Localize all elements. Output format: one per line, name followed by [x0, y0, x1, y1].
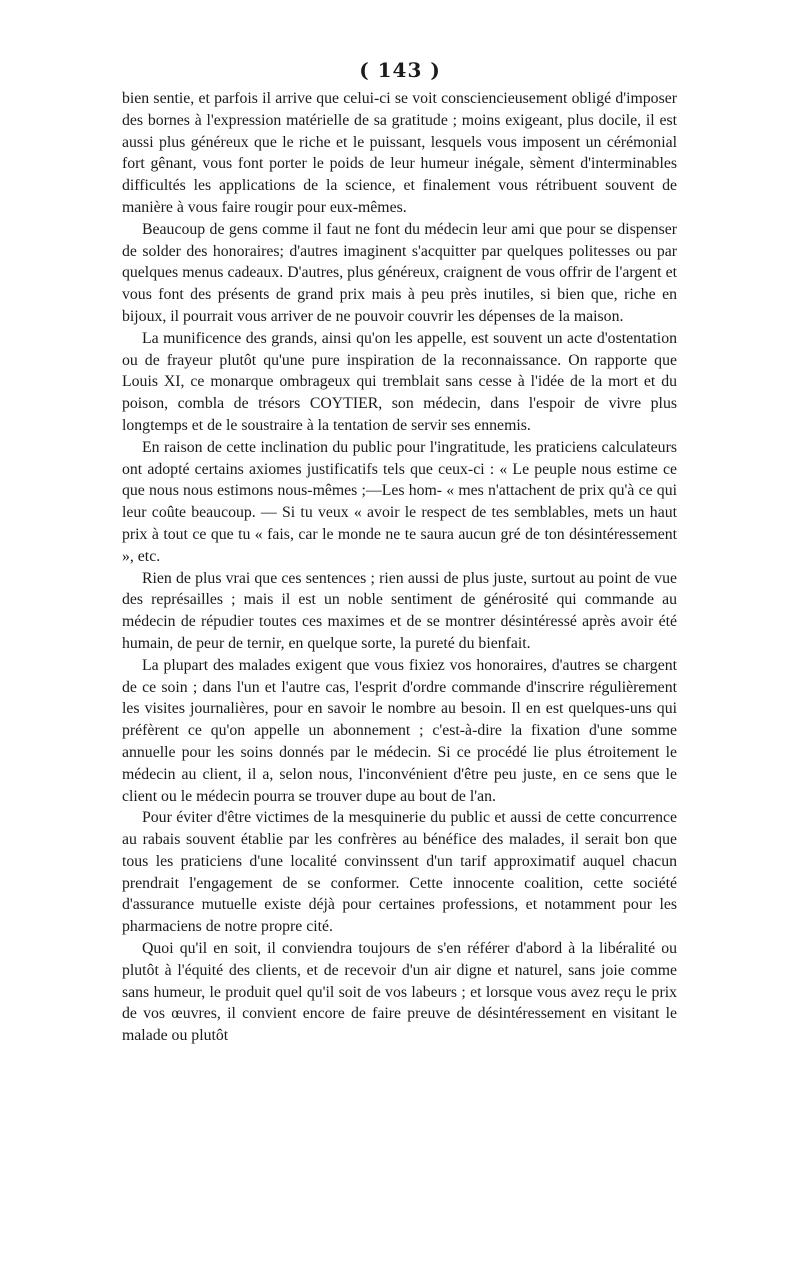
paragraph-generosity: Rien de plus vrai que ces sentences ; rien aussi de plus juste, surtout au point de vue des représailles ; mais il est un noble sentiment de générosité qui commande au médecin de répudier toutes ces maximes et de se montrer désintéressé après avoir été humain, de peur de ternir, en quelque sorte, la pureté du bienfait. [122, 569, 677, 652]
paragraph-axioms: En raison de cette inclination du public pour l'ingratitude, les praticiens calculateurs ont adopté certains axiomes justificatifs tels que ceux-ci : « Le peuple nous estime ce que nous nous estimons nous-mêmes ;—Les hom- « mes n'attachent de prix qu'à ce qui leur coûte beaucoup. — Si tu veux « avoir le respect de tes semblables, mets un haut prix à tout ce que tu « fais, car le monde ne te saura aucun gré de ton désintéressement », etc. [122, 438, 677, 565]
paragraph-gifts: Beaucoup de gens comme il faut ne font du médecin leur ami que pour se dispenser de solder des honoraires; d'autres imaginent s'acquitter par quelques politesses ou par quelques menus cadeaux. D'autres, plus généreux, craignent de vous offrir de l'argent et vous font des présents de grand prix mais à peu près inutiles, si bien que, riche en bijoux, il pourrait vous arriver de ne pouvoir couvrir les dépenses de la maison. [122, 220, 677, 325]
paragraph-fees: La plupart des malades exigent que vous fixiez vos honoraires, d'autres se chargent de ce soin ; dans l'un et l'autre cas, l'esprit d'ordre commande d'inscrire régulièrement les visites journalières, pour en savoir le nombre au besoin. Il en est quelques-uns qui préfèrent ce qu'on appelle un abonnement ; c'est-à-dire la fixation d'une somme annuelle pour les soins donnés par le médecin. Si ce procédé lie plus étroitement le médecin au client, il a, selon nous, l'inconvénient d'être peu juste, en ce sens que le client ou le médecin pourra se trouver dupe au bout de l'an. [122, 656, 677, 805]
paragraph-equity: Quoi qu'il en soit, il conviendra toujours de s'en référer d'abord à la libéralité ou plutôt à l'équité des clients, et de recevoir d'un air digne et naturel, sans joie comme sans humeur, le produit quel qu'il soit de vos labeurs ; et lorsque vous avez reçu le prix de vos œuvres, il convient encore de faire preuve de désintéressement en visitant le malade ou plutôt [122, 940, 677, 1045]
body-text [122, 88, 677, 1047]
paragraph-tariff: Pour éviter d'être victimes de la mesquinerie du public et aussi de cette concurrence au rabais souvent établie par les confrères au bénéfice des malades, il serait bon que tous les praticiens d'une localité convinssent d'un tarif approximatif auquel chacun prendrait l'engagement de se conformer. Cette innocente coalition, cette société d'assurance mutuelle existe déjà pour certaines professions, et notamment pour les pharmaciens de notre propre cité. [122, 809, 677, 936]
paragraph-continuation: bien sentie, et parfois il arrive que celui-ci se voit consciencieusement obligé d'imposer des bornes à l'expression matérielle de sa gratitude ; moins exigeant, plus docile, il est aussi plus généreux que le riche et le puissant, lesquels vous imposent un cérémonial fort gênant, vous font porter le poids de leur humeur inégale, sèment d'interminables difficultés les applications de la science, et finalement vous rétribuent souvent de manière à vous faire rougir pour eux-mêmes. [122, 90, 677, 216]
paragraph-munificence: La munificence des grands, ainsi qu'on les appelle, est souvent un acte d'ostentation ou de frayeur plutôt qu'une pure inspiration de la reconnaissance. On rapporte que Louis XI, ce monarque ombrageux qui tremblait sans cesse à l'idée de la mort et du poison, combla de trésors COYTIER, son médecin, dans l'espoir de vivre plus longtemps et de le soustraire à la tentation de servir ses ennemis. [122, 329, 677, 434]
page-number: ( 143 ) [359, 58, 441, 82]
